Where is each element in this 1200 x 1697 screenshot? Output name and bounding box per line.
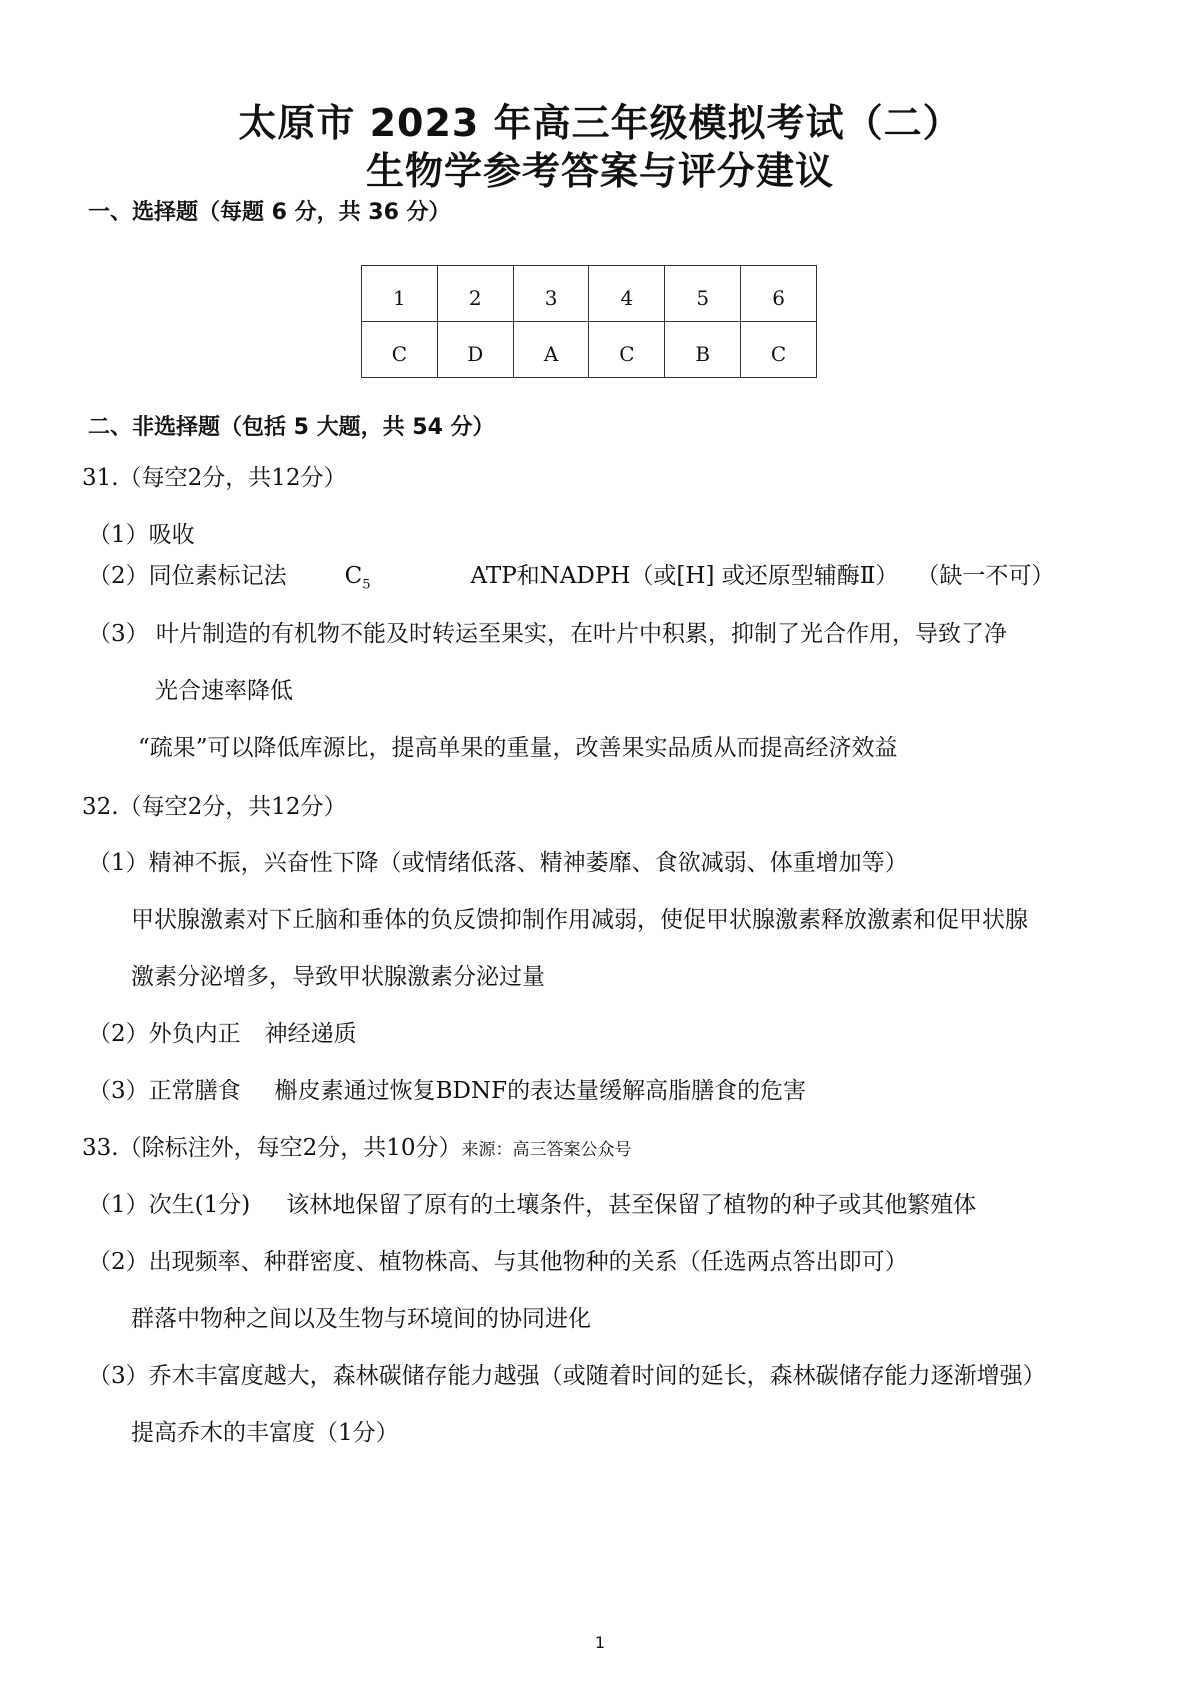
q31-answer-2-atp: ATP和NADPH（或[H] 或还原型辅酶Ⅱ）	[470, 563, 899, 589]
section-heading-nonchoice: 二、非选择题（包括 5 大题，共 54 分）	[88, 415, 495, 440]
q33-answer-2: （2）出现频率、种群密度、植物株高、与其他物种的关系（任选两点答出即可）	[88, 1249, 908, 1275]
q32-answer-1: （1）精神不振，兴奋性下降（或情绪低落、精神萎靡、食欲减弱、体重增加等）	[88, 850, 908, 876]
question-number-cell: 1	[362, 266, 438, 322]
section-heading-choice: 一、选择题（每题 6 分，共 36 分）	[88, 200, 451, 225]
q33-header-text: 33.（除标注外，每空2分，共10分）	[82, 1135, 462, 1161]
q32-answer-1-second: 甲状腺激素对下丘脑和垂体的负反馈抑制作用减弱，使促甲状腺激素释放激素和促甲状腺	[131, 907, 1028, 933]
q31-header: 31.（每空2分，共12分）	[82, 465, 347, 491]
q33-answer-1-a: （1）次生(1分)	[88, 1192, 251, 1218]
answer-cell: B	[665, 322, 741, 378]
q31-answer-3-second: “疏果”可以降低库源比，提高单果的重量，改善果实品质从而提高经济效益	[138, 735, 898, 761]
question-number-cell: 6	[741, 266, 817, 322]
q33-answer-2-second: 群落中物种之间以及生物与环境间的协同进化	[131, 1306, 591, 1332]
answer-cell: C	[589, 322, 665, 378]
question-number-cell: 4	[589, 266, 665, 322]
q33-answer-3: （3）乔木丰富度越大，森林碳储存能力越强（或随着时间的延长，森林碳储存能力逐渐增强）	[88, 1363, 1046, 1389]
q33-answer-1	[88, 1192, 976, 1220]
q31-answer-2-c5	[344, 563, 371, 593]
answer-table	[361, 265, 817, 378]
answer-cell: C	[741, 322, 817, 378]
q32-answer-2-b: 神经递质	[264, 1021, 357, 1047]
question-number-cell: 2	[437, 266, 513, 322]
q31-answer-2-label: （2）同位素标记法	[88, 563, 287, 589]
page-number: 1	[594, 1633, 606, 1652]
q32-answer-2-a: （2）外负内正	[88, 1021, 241, 1047]
q32-answer-3-b: 槲皮素通过恢复BDNF的表达量缓解高脂膳食的危害	[274, 1078, 807, 1104]
answer-cell: D	[437, 322, 513, 378]
answer-cell: A	[513, 322, 589, 378]
document-subtitle: 生物学参考答案与评分建议	[365, 149, 834, 193]
answer-cell: C	[362, 322, 438, 378]
q33-answer-1-b: 该林地保留了原有的土壤条件，甚至保留了植物的种子或其他繁殖体	[286, 1192, 977, 1218]
q33-answer-3-second: 提高乔木的丰富度（1分）	[131, 1420, 399, 1446]
q33-source-note: 来源：高三答案公众号	[461, 1140, 632, 1160]
answer-table-row-numbers	[362, 266, 817, 322]
q31-answer-2-c: C	[344, 563, 363, 589]
q31-answer-1: （1）吸收	[88, 522, 195, 548]
q31-answer-3: （3） 叶片制造的有机物不能及时转运至果实，在叶片中积累，抑制了光合作用，导致了净	[88, 621, 1007, 647]
q32-answer-3	[88, 1078, 806, 1106]
q31-answer-2-c-subscript: 5	[362, 577, 371, 593]
q31-answer-2-note: （缺一不可）	[916, 563, 1055, 589]
q33-header	[82, 1135, 631, 1163]
answer-table-row-answers	[362, 322, 817, 378]
q32-answer-1-second-cont: 激素分泌增多，导致甲状腺激素分泌过量	[131, 964, 545, 990]
q32-answer-2	[88, 1021, 357, 1049]
q32-header: 32.（每空2分，共12分）	[82, 794, 347, 820]
q32-answer-3-a: （3）正常膳食	[88, 1078, 241, 1104]
q31-answer-2	[88, 563, 1054, 593]
question-number-cell: 5	[665, 266, 741, 322]
document-title: 太原市 2023 年高三年级模拟考试（二）	[238, 101, 962, 145]
q31-answer-3-cont: 光合速率降低	[155, 678, 293, 704]
question-number-cell: 3	[513, 266, 589, 322]
